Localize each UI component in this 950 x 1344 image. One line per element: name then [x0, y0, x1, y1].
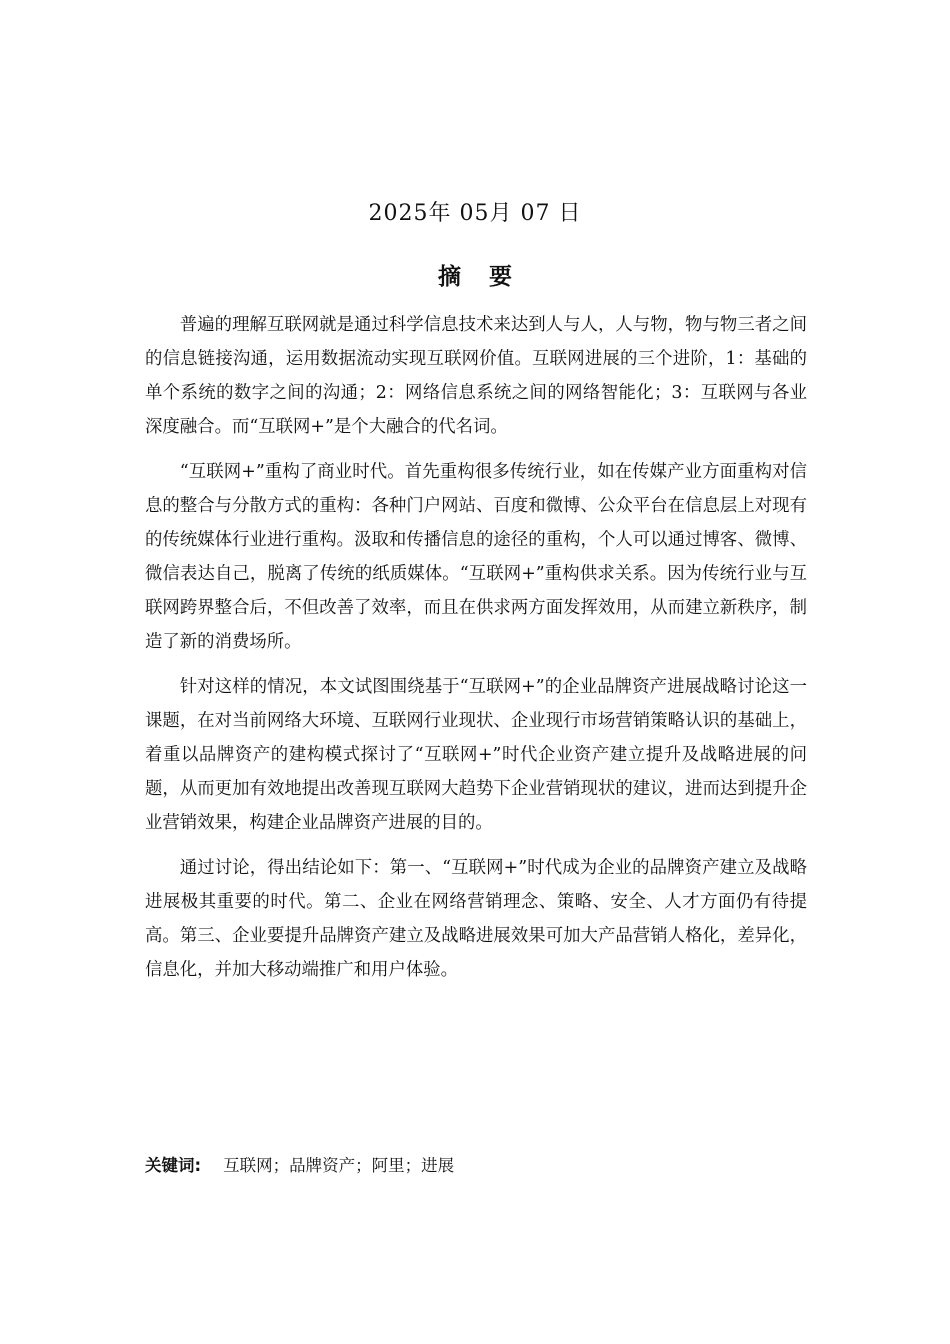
abstract-title: 摘 要 [437, 264, 522, 290]
abstract-paragraph: 针对这样的情况，本文试图围绕基于“互联网+”的企业品牌资产进展战略讨论这一课题，在对当前网络大环境、互联网行业现状、企业现行市场营销策略认识的基础上，着重以品牌资产的建构模式探讨了“互联网+”时代企业资产建立提升及战略进展的问题，从而更加有效地提出改善现互联网大趋势下企业营销现状的建议，进而达到提升企业营销效果，构建企业品牌资产进展的目的。 [145, 677, 807, 833]
keywords-list: 互联网；品牌资产；阿里；进展 [223, 1156, 455, 1175]
abstract-body [145, 308, 807, 998]
keywords-label: 关键词: [145, 1156, 202, 1175]
abstract-paragraph: 通过讨论，得出结论如下：第一、“互联网+”时代成为企业的品牌资产建立及战略进展极其重要的时代。第二、企业在网络营销理念、策略、安全、人才方面仍有待提高。第三、企业要提升品牌资产建立及战略进展效果可加大产品营销人格化，差异化，信息化，并加大移动端推广和用户体验。 [145, 858, 807, 980]
abstract-paragraph: “互联网+”重构了商业时代。首先重构很多传统行业，如在传媒产业方面重构对信息的整合与分散方式的重构：各种门户网站、百度和微博、公众平台在信息层上对现有的传统媒体行业进行重构。汲取和传播信息的途径的重构，个人可以通过博客、微博、微信表达自己，脱离了传统的纸质媒体。“互联网+”重构供求关系。因为传统行业与互联网跨界整合后，不但改善了效率，而且在供求两方面发挥效用，从而建立新秩序，制造了新的消费场所。 [145, 462, 807, 652]
keywords-line [145, 1154, 454, 1178]
abstract-paragraph: 普遍的理解互联网就是通过科学信息技术来达到人与人，人与物，物与物三者之间的信息链接沟通，运用数据流动实现互联网价值。互联网进展的三个进阶，1：基础的单个系统的数字之间的沟通；2：网络信息系统之间的网络智能化；3：互联网与各业深度融合。而“互联网+”是个大融合的代名词。 [145, 315, 807, 437]
document-date: 2025年 05月 07 日 [368, 201, 582, 226]
